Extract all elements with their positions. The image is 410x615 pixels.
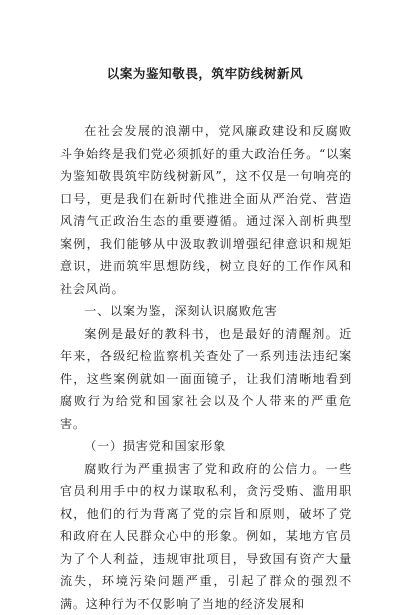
subsection-heading: （一）损害党和国家形象 <box>60 435 352 458</box>
section-paragraph: 案例是最好的教科书，也是最好的清醒剂。近年来，各级纪检监察机关查处了一系列违法违纪案件，这些案例就如一面面镜子，让我们清晰地看到腐败行为给党和国家社会以及个人带来的严重危害。 <box>60 323 352 436</box>
document-body <box>60 120 352 615</box>
document-title: 以案为鉴知敬畏，筑牢防线树新风 <box>0 64 410 82</box>
section-heading: 一、以案为鉴，深刻认识腐败危害 <box>60 300 352 323</box>
intro-paragraph: 在社会发展的浪潮中，党风廉政建设和反腐败斗争始终是我们党必须抓好的重大政治任务。“以案为鉴知敬畏筑牢防线树新风”，这不仅是一句响亮的口号，更是我们在新时代推进全面从严治党、营造风清气正政治生态的重要遵循。通过深入剖析典型案例，我们能够从中汲取教训增强纪律意识和规矩意识，进而筑牢思想防线，树立良好的工作作风和社会风尚。 <box>60 120 352 300</box>
subsection-paragraph: 腐败行为严重损害了党和政府的公信力。一些官员利用手中的权力谋取私利，贪污受贿、滥用职权，他们的行为背离了党的宗旨和原则，破坏了党和政府在人民群众心中的形象。例如，某地方官员为了个人利益，违规审批项目，导致国有资产大量流失，环境污染问题严重，引起了群众的强烈不满。这种行为不仅影响了当地的经济发展和 <box>60 458 352 615</box>
